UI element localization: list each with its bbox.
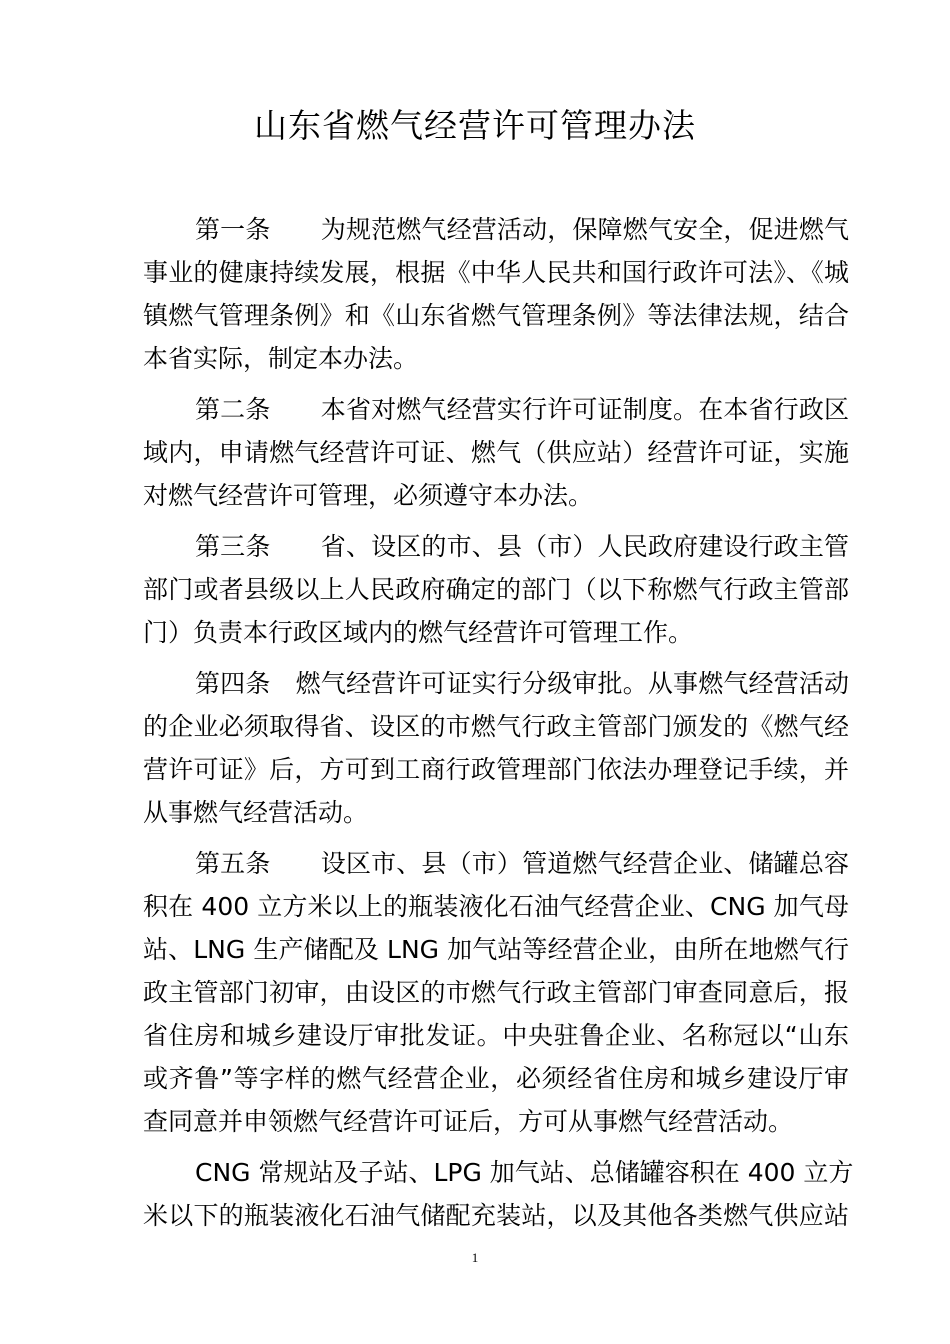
text-line: 政主管部门初审，由设区的市燃气行政主管部门审查同意后，报: [143, 978, 849, 1007]
document-title: 山东省燃气经营许可管理办法: [254, 106, 696, 145]
text-line: 对燃气经营许可管理，必须遵守本办法。: [143, 481, 594, 510]
paragraph-gap: [143, 834, 849, 842]
text-line: 第二条 本省对燃气经营实行许可证制度。在本省行政区: [195, 395, 849, 424]
text-line: 省住房和城乡建设厅审批发证。中央驻鲁企业、名称冠以“山东: [143, 1021, 849, 1050]
article-5: [143, 842, 849, 1143]
paragraph-gap: [143, 517, 849, 525]
text-line: 镇燃气管理条例》和《山东省燃气管理条例》等法律法规，结合: [143, 301, 849, 330]
text-line: 门）负责本行政区域内的燃气经营许可管理工作。: [143, 618, 694, 647]
text-line: 站、LNG 生产储配及 LNG 加气站等经营企业，由所在地燃气行: [143, 935, 849, 964]
text-line: 或齐鲁”等字样的燃气经营企业，必须经省住房和城乡建设厅审: [143, 1064, 849, 1093]
article-1: [143, 208, 849, 380]
paragraph-gap: [143, 654, 849, 662]
text-line: 第三条 省、设区的市、县（市）人民政府建设行政主管: [195, 532, 849, 561]
article-2: [143, 388, 849, 517]
text-line: 查同意并申领燃气经营许可证后，方可从事燃气经营活动。: [143, 1107, 794, 1136]
article-4: [143, 662, 849, 834]
text-line: 本省实际，制定本办法。: [143, 344, 419, 373]
text-line: 营许可证》后，方可到工商行政管理部门依法办理登记手续，并: [143, 755, 849, 784]
paragraph-gap: [143, 380, 849, 388]
text-line: 的企业必须取得省、设区的市燃气行政主管部门颁发的《燃气经: [143, 712, 849, 741]
text-line: 第五条 设区市、县（市）管道燃气经营企业、储罐总容: [195, 849, 849, 878]
text-line: 第一条 为规范燃气经营活动，保障燃气安全，促进燃气: [195, 215, 849, 244]
text-line: 部门或者县级以上人民政府确定的部门（以下称燃气行政主管部: [143, 575, 849, 604]
text-line: 米以下的瓶装液化石油气储配充装站，以及其他各类燃气供应站: [143, 1201, 849, 1230]
article-3: [143, 525, 849, 654]
text-line: 从事燃气经营活动。: [143, 798, 369, 827]
paragraph-gap: [143, 1143, 849, 1151]
document-body: [143, 208, 854, 1237]
article-5-continuation: [143, 1151, 854, 1237]
page-number: 1: [471, 1250, 479, 1265]
text-line: 第四条 燃气经营许可证实行分级审批。从事燃气经营活动: [195, 669, 849, 698]
text-line: 事业的健康持续发展，根据《中华人民共和国行政许可法》、《城: [143, 258, 849, 287]
text-line: 域内，申请燃气经营许可证、燃气（供应站）经营许可证，实施: [143, 438, 849, 467]
text-line: CNG 常规站及子站、LPG 加气站、总储罐容积在 400 立方: [195, 1158, 854, 1187]
text-line: 积在 400 立方米以上的瓶装液化石油气经营企业、CNG 加气母: [143, 892, 849, 921]
